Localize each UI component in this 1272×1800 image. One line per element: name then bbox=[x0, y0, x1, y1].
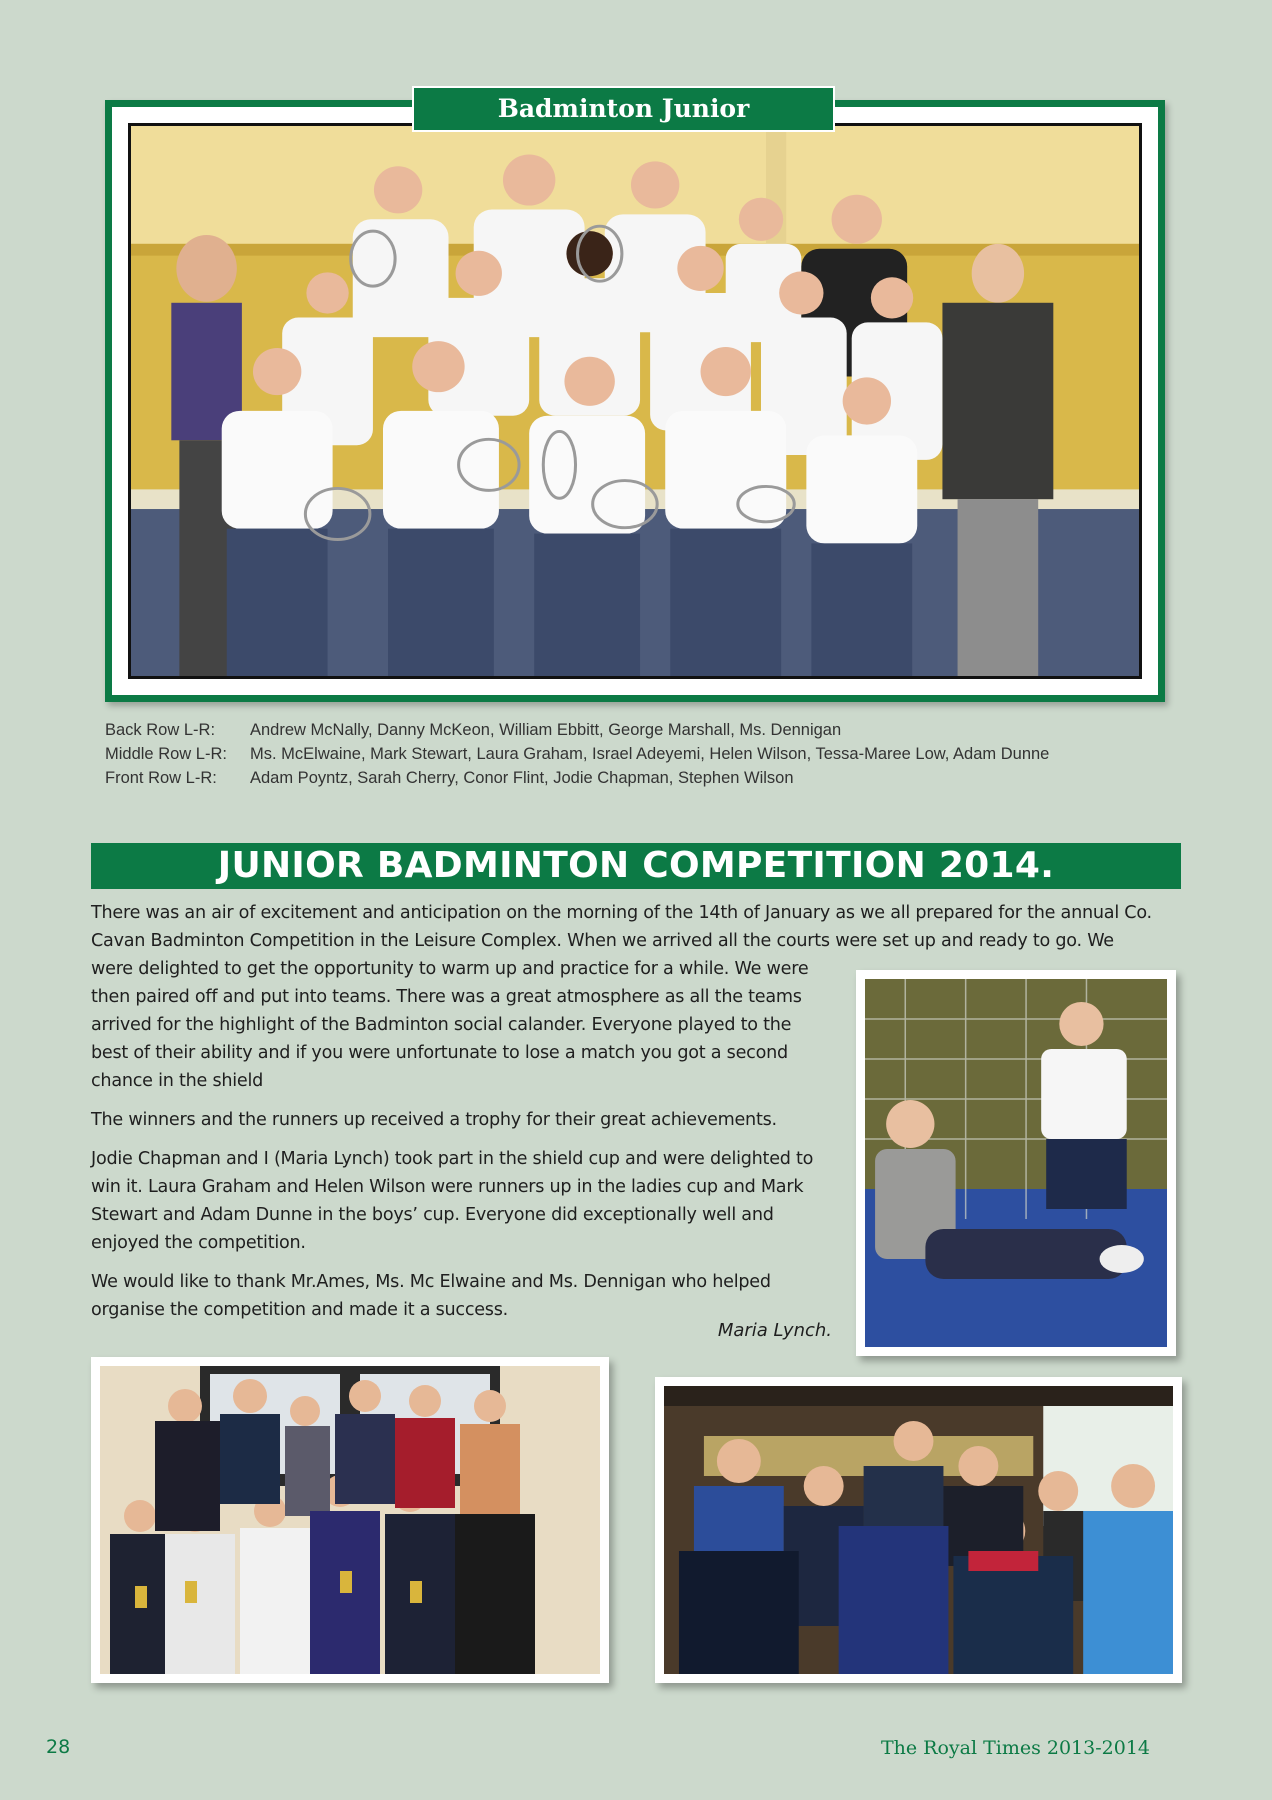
article-paragraph-3: Jodie Chapman and I (Maria Lynch) took part in the shield cup and were delighted to win it. Laura Graham and Helen Wilson were runners up in the ladies cup and Mark Stewart and Adam Dunne in the boys’ cup. Everyone did exceptionally well and enjoyed the competition. bbox=[91, 1149, 814, 1253]
photo-boys-by-net bbox=[856, 970, 1176, 1356]
caption-names: Ms. McElwaine, Mark Stewart, Laura Graham, Israel Adeyemi, Helen Wilson, Tessa-Maree Low, Adam Dunne bbox=[250, 745, 1050, 763]
photo-title: Badminton Junior bbox=[412, 86, 835, 132]
photo-students-hall bbox=[655, 1377, 1182, 1683]
team-photo bbox=[128, 123, 1142, 679]
caption-row-middle bbox=[105, 742, 1165, 766]
publication-title: The Royal Times 2013-2014 bbox=[880, 1737, 1150, 1759]
caption-row-front bbox=[105, 766, 1165, 790]
photo-students-hall-image bbox=[664, 1386, 1173, 1674]
article-paragraph-4: We would like to thank Mr.Ames, Ms. Mc Elwaine and Ms. Dennigan who helped organise the competition and made it a success. bbox=[91, 1272, 771, 1320]
caption-label: Back Row L-R: bbox=[105, 721, 216, 739]
page-number: 28 bbox=[46, 1736, 71, 1758]
caption-names: Andrew McNally, Danny McKeon, William Ebbitt, George Marshall, Ms. Dennigan bbox=[250, 721, 842, 739]
article-paragraph-2: The winners and the runners up received a trophy for their great achievements. bbox=[91, 1110, 777, 1130]
author-signature: Maria Lynch. bbox=[717, 1320, 832, 1341]
caption-names: Adam Poyntz, Sarah Cherry, Conor Flint, Jodie Chapman, Stephen Wilson bbox=[250, 769, 794, 787]
caption-label: Front Row L-R: bbox=[105, 769, 217, 787]
photo-group-trophies-image bbox=[100, 1366, 600, 1674]
caption-label: Middle Row L-R: bbox=[105, 745, 227, 763]
team-photo-frame bbox=[105, 100, 1165, 702]
article-paragraph-1-cont: were delighted to get the opportunity to warm up and practice for a while. We were then paired off and put into teams. There was a great atmosphere as all the teams arrived for the highlight of the Badminton social calander. Everyone played to the best of their ability and if you were unfortunate to lose a match you got a second chance in the shield bbox=[91, 959, 809, 1091]
article-heading: JUNIOR BADMINTON COMPETITION 2014. bbox=[91, 843, 1181, 889]
photo-caption-list bbox=[105, 718, 1165, 790]
photo-group-trophies bbox=[91, 1357, 609, 1683]
caption-row-back bbox=[105, 718, 1165, 742]
article-paragraph-1-full: There was an air of excitement and anticipation on the morning of the 14th of January as we all prepared for the annual Co. Cavan Badminton Competition in the Leisure Complex. When we arrived all the courts were set up and ready to go. We bbox=[91, 903, 1152, 951]
photo-boys-by-net-image bbox=[865, 979, 1167, 1347]
